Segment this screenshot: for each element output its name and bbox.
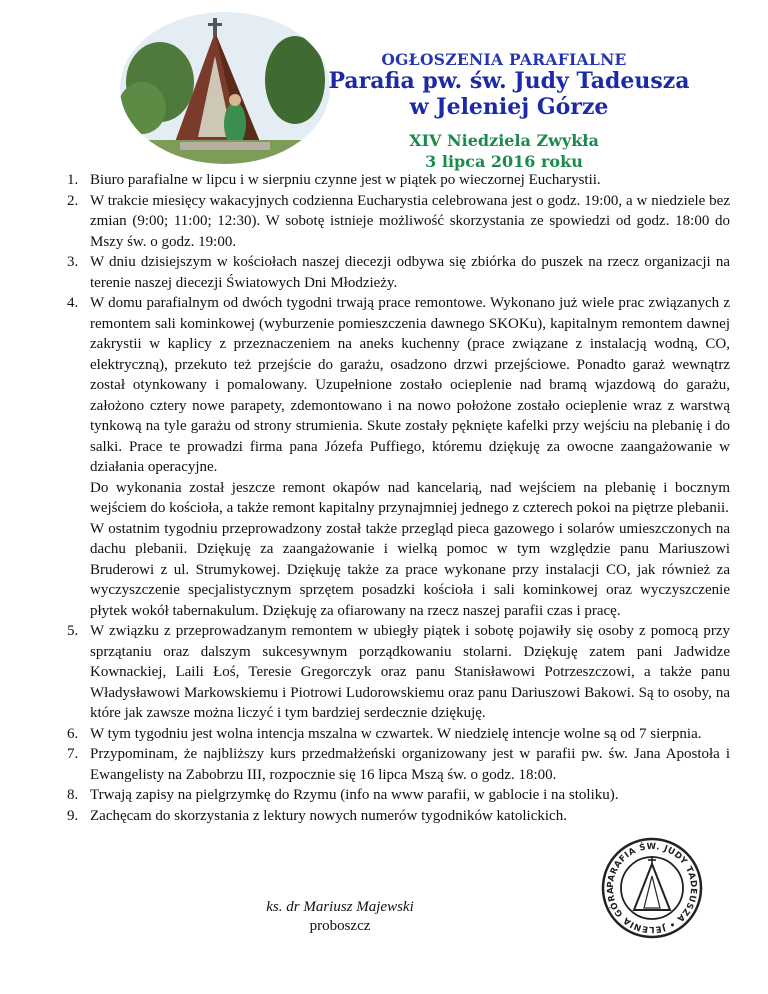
list-item-text: 9. Zachęcam do skorzystania z lektury nowych numerów tygodników katolickich.	[90, 807, 567, 824]
list-item	[82, 744, 730, 785]
announcement-date: 3 lipca 2016 roku	[425, 152, 583, 171]
list-item	[82, 191, 730, 253]
list-item	[82, 252, 730, 293]
announcement-list	[62, 170, 730, 826]
list-item-text: 6. W tym tygodniu jest wolna intencja mszalna w czwartek. W niedzielę intencje wolne są od 7 sierpnia.	[90, 725, 702, 742]
list-item	[82, 806, 730, 827]
signature	[220, 898, 460, 936]
list-item-text: 1. Biuro parafialne w lipcu i w sierpniu czynne jest w piątek po wieczornej Eucharystii.	[90, 172, 601, 188]
list-item-text: 3. W dniu dzisiejszym w kościołach naszej diecezji odbywa się zbiórka do puszek na rzecz organizacji na terenie naszej diecezji Światowych Dni Młodzieży.	[90, 254, 730, 291]
list-item-text: 7. Przypominam, że najbliższy kurs przedmałżeński organizowany jest w parafii pw. św. Jana Apostoła i Ewangelisty na Zabobrzu III, rozpocznie się 16 lipca Mszą św. o godz. 18:00.	[90, 746, 730, 783]
list-item-text: 4. W domu parafialnym od dwóch tygodni trwają prace remontowe. Wykonano już wiele prac związanych z remontem sali kominkowej (wyburzenie pomieszczenia dawnego SKOKu), kapitalnym remontem dawnej zakrystii w kaplicy z przeznaczeniem na aneks kuchenny (prace związane z instalacją wodną, CO, elektryczną), przekuto też przejście do garażu, osadzono drzwi przejściowe. Ponadto garaż wewnątrz został otynkowany i pomalowany. Uzupełnione zostało ocieplenie nad bramą wjazdową do garażu, założono cztery nowe parapety, zdemontowano i na nowo położone zostało ocieplenie wraz z warstwą tynkową na tyle garażu od strony strumienia. Skute zostały pęknięte kafelki przy wejściu na plebanię i do salki. Prace te prowadzi firma pana Józefa Puffiego, któremu dziękuję za owocne zaangażowanie w działania operacyjne.	[90, 295, 730, 475]
parish-location: w Jeleniej Górze	[409, 94, 609, 120]
list-item	[82, 724, 730, 745]
list-item	[82, 785, 730, 806]
list-item-text: 5. W związku z przeprowadzanym remontem w ubiegły piątek i sobotę pojawiły się osoby z pomocą przy sprzątaniu oraz dalszym sukcesywnym porządkowaniu stolarni. Dziękuję zatem pani Jadwidze Kownackiej, Laili Łoś, Teresie Gregorczyk oraz panu Stanisławowi Potrzeszczowi, a także panu Władysławowi Markowskiemu i Piotrowi Ludorowskiemu oraz panu Dariuszowi Bakowi. Są to osoby, na które jak zawsze można liczyć i tym bardziej serdecznie dziękuję.	[90, 623, 730, 721]
signature-role: proboszcz	[309, 918, 371, 934]
list-item-text: W ostatnim tygodniu przeprowadzony został także przegląd pieca gazowego i solarów umieszczonych na dachu plebanii. Dziękuję za zaangażowanie i wielką pomoc w tym względzie panu Mariuszowi Bruderowi z ul. Strumykowej. Dziękuję także za prace wykonane przy instalacji CO, jak również za wyczyszczenie specjalistycznym sprzętem posadzki kościoła i sali kominkowej oraz wyczyszczenie płytek wokół tabernakulum. Dziękuję za ofiarowany na rzecz naszej parafii czas i pracę.	[90, 520, 730, 619]
list-item-text: Do wykonania został jeszcze remont okapów nad kancelarią, nad wejściem na plebanię i bocznym wejściem do kościoła, a także remont kapitalny przynajmniej jednego z czterech pokoi na piętrze plebanii.	[90, 479, 730, 516]
stamp-text: PARAFIA ŚW. JUDY TADEUSZA • JELENIA GÓRA	[605, 841, 699, 935]
liturgical-sunday: XIV Niedziela Zwykła	[409, 131, 599, 150]
list-item	[82, 293, 730, 621]
list-item-text: 8. Trwają zapisy na pielgrzymkę do Rzymu (info na www parafii, w gablocie i na stoliku).	[90, 787, 619, 803]
list-item-text: 2. W trakcie miesięcy wakacyjnych codzienna Eucharystia celebrowana jest o godz. 19:00, a w niedziele bez zmian (9:00; 11:00; 12:30). W sobotę istnieje możliwość skorzystania ze spowiedzi od godz. 18:00 do Mszy św. o godz. 19:00.	[90, 192, 730, 250]
header-label: OGŁOSZENIA PARAFIALNE	[381, 50, 627, 69]
list-item	[82, 621, 730, 724]
parish-stamp	[600, 836, 704, 940]
list-item	[82, 170, 730, 191]
parish-name: Parafia pw. św. Judy Tadeusza	[328, 68, 690, 94]
signature-name: ks. dr Mariusz Majewski	[266, 899, 414, 915]
